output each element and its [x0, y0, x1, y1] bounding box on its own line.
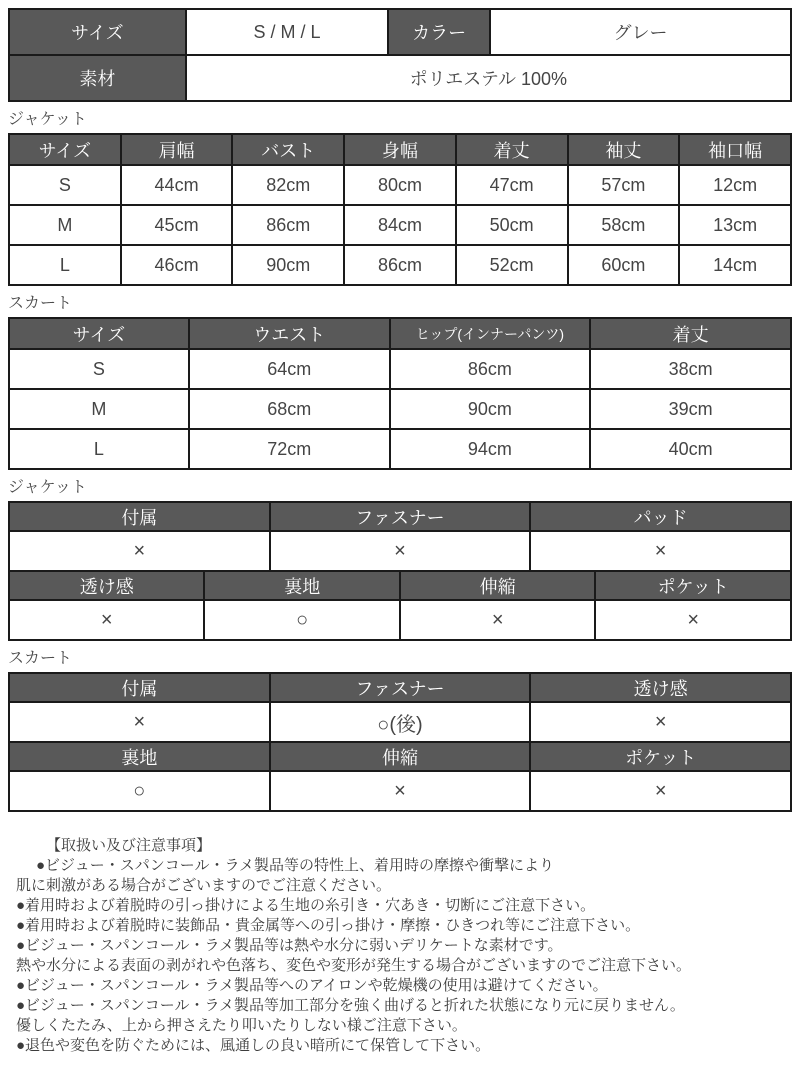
table-row [9, 702, 791, 742]
feature-header: 伸縮 [400, 571, 595, 600]
feature-header: ポケット [595, 571, 791, 600]
measure-cell: 94cm [390, 429, 591, 469]
feature-value: × [9, 531, 270, 571]
table-header-row [9, 742, 791, 771]
measure-cell: 80cm [344, 165, 456, 205]
table-header-row [9, 502, 791, 531]
column-header: ウエスト [189, 318, 390, 349]
measure-cell: 38cm [590, 349, 791, 389]
measure-cell: 84cm [344, 205, 456, 245]
feature-header: 付属 [9, 502, 270, 531]
measure-cell: 86cm [344, 245, 456, 285]
feature-header: パッド [530, 502, 791, 531]
size-cell: S [9, 349, 189, 389]
size-cell: L [9, 245, 121, 285]
table-row [9, 9, 791, 55]
notes-title: 【取扱い及び注意事項】 [46, 837, 212, 854]
measure-cell: 52cm [456, 245, 568, 285]
feature-header: 裏地 [204, 571, 399, 600]
table-row [9, 531, 791, 571]
feature-header: ファスナー [270, 502, 531, 531]
size-cell: L [9, 429, 189, 469]
measure-cell: 44cm [121, 165, 233, 205]
column-header: 袖丈 [568, 134, 680, 165]
measure-cell: 86cm [390, 349, 591, 389]
column-header: 袖口幅 [679, 134, 791, 165]
table-header-row [9, 134, 791, 165]
table-row [9, 349, 791, 389]
table-row [9, 389, 791, 429]
feature-header: 伸縮 [270, 742, 531, 771]
feature-value: × [270, 531, 531, 571]
jacket-size-table [8, 133, 792, 286]
note-line: ●ビジュー・スパンコール・ラメ製品等加工部分を強く曲げると折れた状態になり元に戻りません。 [16, 997, 685, 1014]
note-line: ●ビジュー・スパンコール・ラメ製品等は熱や水分に弱いデリケートな素材です。 [16, 937, 563, 954]
spec-size-value: S / M / L [186, 9, 389, 55]
feature-header: 裏地 [9, 742, 270, 771]
measure-cell: 46cm [121, 245, 233, 285]
table-row [9, 55, 791, 101]
table-row [9, 600, 791, 640]
measure-cell: 13cm [679, 205, 791, 245]
skirt-features-table [8, 672, 792, 812]
skirt-features-section-label: スカート [8, 650, 73, 667]
spec-table [8, 8, 792, 102]
column-header: ヒップ(インナーパンツ) [390, 318, 591, 349]
table-row [9, 429, 791, 469]
table-row [9, 205, 791, 245]
feature-value: × [270, 771, 531, 811]
measure-cell: 40cm [590, 429, 791, 469]
skirt-size-section-label: スカート [8, 295, 73, 312]
measure-cell: 39cm [590, 389, 791, 429]
note-line: 優しくたたみ、上から押さえたり叩いたりしない様ご注意下さい。 [16, 1017, 467, 1034]
feature-value: ○ [9, 771, 270, 811]
size-cell: S [9, 165, 121, 205]
note-line: ●退色や変色を防ぐためには、風通しの良い暗所にて保管して下さい。 [16, 1037, 491, 1054]
measure-cell: 86cm [232, 205, 344, 245]
measure-cell: 14cm [679, 245, 791, 285]
table-header-row [9, 318, 791, 349]
feature-value: × [9, 600, 204, 640]
jacket-features-section-label: ジャケット [8, 479, 87, 496]
measure-cell: 50cm [456, 205, 568, 245]
table-row [9, 771, 791, 811]
spec-color-value: グレー [490, 9, 791, 55]
measure-cell: 68cm [189, 389, 390, 429]
jacket-features-table [8, 501, 792, 641]
note-line: ●着用時および着脱時に装飾品・貴金属等への引っ掛け・摩擦・ひきつれ等にご注意下さい。 [16, 917, 641, 934]
column-header: 身幅 [344, 134, 456, 165]
feature-value: ○(後) [270, 702, 531, 742]
measure-cell: 57cm [568, 165, 680, 205]
measure-cell: 82cm [232, 165, 344, 205]
measure-cell: 12cm [679, 165, 791, 205]
feature-header: 透け感 [9, 571, 204, 600]
feature-value: × [530, 771, 791, 811]
column-header: サイズ [9, 134, 121, 165]
feature-value: × [595, 600, 791, 640]
column-header: サイズ [9, 318, 189, 349]
spec-material-value: ポリエステル 100% [186, 55, 791, 101]
note-line: 肌に刺激がある場合がございますのでご注意ください。 [16, 877, 392, 894]
feature-value: × [530, 702, 791, 742]
measure-cell: 64cm [189, 349, 390, 389]
table-row [9, 245, 791, 285]
column-header: バスト [232, 134, 344, 165]
measure-cell: 58cm [568, 205, 680, 245]
table-header-row [9, 673, 791, 702]
measure-cell: 45cm [121, 205, 233, 245]
note-line: ●ビジュー・スパンコール・ラメ製品等の特性上、着用時の摩擦や衝撃により [36, 857, 555, 874]
note-line: 熱や水分による表面の剥がれや色落ち、変色や変形が発生する場合がございますのでご注意下さい。 [16, 957, 692, 974]
table-row [9, 165, 791, 205]
note-line: ●着用時および着脱時の引っ掛けによる生地の糸引き・穴あき・切断にご注意下さい。 [16, 897, 596, 914]
care-notes [8, 836, 792, 1056]
spec-material-label: 素材 [9, 55, 186, 101]
measure-cell: 90cm [232, 245, 344, 285]
feature-value: ○ [204, 600, 399, 640]
column-header: 着丈 [590, 318, 791, 349]
spec-color-label: カラー [388, 9, 490, 55]
measure-cell: 90cm [390, 389, 591, 429]
feature-header: 透け感 [530, 673, 791, 702]
feature-value: × [530, 531, 791, 571]
feature-header: 付属 [9, 673, 270, 702]
feature-value: × [9, 702, 270, 742]
spec-size-label: サイズ [9, 9, 186, 55]
measure-cell: 72cm [189, 429, 390, 469]
measure-cell: 60cm [568, 245, 680, 285]
measure-cell: 47cm [456, 165, 568, 205]
feature-value: × [400, 600, 595, 640]
jacket-size-section-label: ジャケット [8, 111, 87, 128]
skirt-size-table [8, 317, 792, 470]
feature-header: ファスナー [270, 673, 531, 702]
table-header-row [9, 571, 791, 600]
column-header: 肩幅 [121, 134, 233, 165]
size-cell: M [9, 389, 189, 429]
feature-header: ポケット [530, 742, 791, 771]
note-line: ●ビジュー・スパンコール・ラメ製品等へのアイロンや乾燥機の使用は避けてください。 [16, 977, 608, 994]
column-header: 着丈 [456, 134, 568, 165]
size-cell: M [9, 205, 121, 245]
